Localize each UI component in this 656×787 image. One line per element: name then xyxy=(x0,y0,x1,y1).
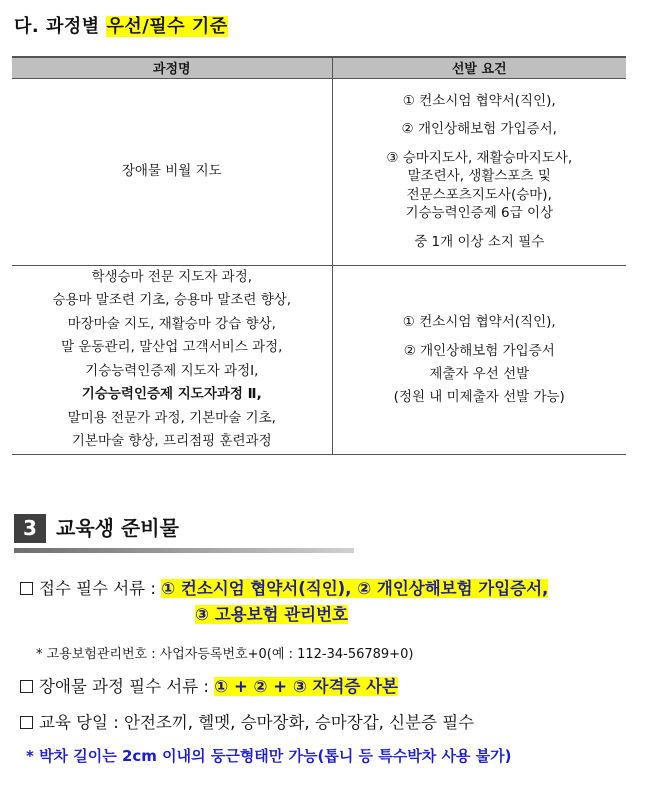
section-3-title: 교육생 준비물 xyxy=(56,516,179,540)
checkbox-icon xyxy=(20,716,33,729)
selection-criteria-table xyxy=(12,56,626,455)
header-course-name: 과정명 xyxy=(12,57,332,78)
course-name: 장애물 비월 지도 xyxy=(121,163,222,179)
requirement-line: 전문스포츠지도사(승마), xyxy=(406,186,552,203)
requirement-line: 제출자 우선 선발 xyxy=(429,365,530,382)
requirements-cell xyxy=(332,265,626,454)
course-name: 말미용 전문가 과정, 기본마술 기초, xyxy=(67,409,276,426)
training-day-text: 교육 당일 : 안전조끼, 헬멧, 승마장화, 승마장갑, 신분증 필수 xyxy=(39,713,475,732)
table-row xyxy=(12,265,626,454)
table-row xyxy=(12,78,626,265)
table-header-row xyxy=(12,57,626,78)
requirement-line: ③ 승마지도사, 재활승마지도사, xyxy=(386,149,573,166)
course-cell xyxy=(12,78,332,265)
requirement-line: ① 컨소시엄 협약서(직인), xyxy=(402,313,556,330)
training-day-item xyxy=(20,711,474,735)
requirements-cell xyxy=(332,78,626,265)
course-name: 기본마술 향상, 프리점핑 훈련과정 xyxy=(71,433,272,449)
required-docs-item xyxy=(20,577,548,601)
requirement-line: 말조련사, 생활스포츠 및 xyxy=(407,168,551,185)
header-requirements: 선발 요건 xyxy=(332,57,626,78)
requirement-line: ② 개인상해보험 가입증서, xyxy=(401,121,557,138)
section-underline xyxy=(14,548,354,553)
requirement-line: ② 개인상해보험 가입증서 xyxy=(403,342,555,359)
spur-note: * 박차 길이는 2cm 이내의 둥근형태만 가능(톱니 등 특수박차 사용 불가) xyxy=(26,747,512,765)
section-number-badge: 3 xyxy=(14,514,46,543)
requirement-line: 기승능력인증제 6급 이상 xyxy=(405,205,554,222)
insurance-number-note: * 고용보험관리번호 : 사업자등록번호+0(예 : 112-34-56789+0) xyxy=(36,647,414,662)
course-name: 마장마술 지도, 재활승마 강습 향상, xyxy=(67,315,276,332)
section-title-highlight: 우선/필수 기준 xyxy=(106,16,228,37)
obstacle-docs-item xyxy=(20,675,398,699)
obstacle-docs-label: 장애물 과정 필수 서류 : xyxy=(39,677,215,696)
required-docs-continued xyxy=(195,603,348,627)
obstacle-docs-value: ① + ② + ③ 자격증 사본 xyxy=(214,677,398,696)
checkbox-icon xyxy=(20,680,33,693)
course-name: 학생승마 전문 지도자 과정, xyxy=(91,268,253,285)
course-name: 말 운동관리, 말산업 고객서비스 과정, xyxy=(61,339,283,355)
required-docs-value: ① 컨소시엄 협약서(직인), ② 개인상해보험 가입증서, xyxy=(161,579,549,598)
checkbox-icon xyxy=(20,582,33,595)
required-docs-label: 접수 필수 서류 : xyxy=(39,579,162,598)
section-title-prefix: 다. 과정별 xyxy=(14,16,107,37)
requirement-line: 중 1개 이상 소지 필수 xyxy=(414,233,545,250)
course-cell xyxy=(12,265,332,454)
section-title xyxy=(14,12,228,38)
course-name: 기승능력인증제 지도자 과정Ⅰ, xyxy=(85,362,259,379)
required-docs-value-2: ③ 고용보험 관리번호 xyxy=(195,605,348,624)
course-name: 승용마 말조련 기초, 승용마 말조련 향상, xyxy=(52,292,292,308)
requirement-line: ① 컨소시엄 협약서(직인), xyxy=(402,92,556,109)
requirement-line: (정원 내 미제출자 선발 가능) xyxy=(393,388,565,405)
course-name: 기승능력인증제 지도자과정 Ⅱ, xyxy=(81,386,262,402)
